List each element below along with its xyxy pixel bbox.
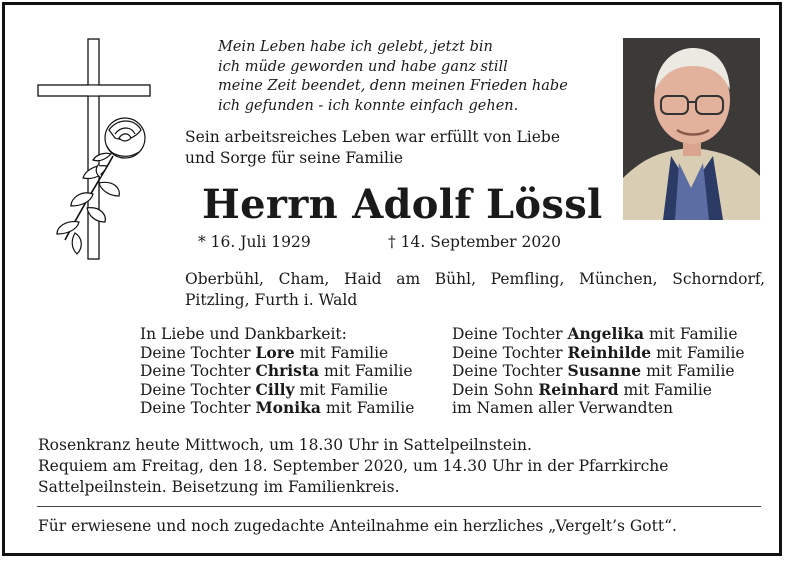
mourner-line: Deine Tochter Lore mit Familie: [140, 342, 389, 362]
mourner-line: Deine Tochter Cilly mit Familie: [140, 379, 388, 399]
mourner-line: Deine Tochter Angelika mit Familie: [452, 324, 738, 343]
mourner-line: Deine Tochter Monika mit Familie: [140, 398, 415, 418]
service-line: Requiem am Freitag, den 18. September 2020, um 14.30 Uhr in der Pfarrkirche: [38, 457, 669, 475]
intro-text: [185, 127, 615, 169]
divider: [37, 506, 761, 507]
service-line: Sattelpeilnstein. Beisetzung im Familienkreis.: [38, 478, 400, 496]
intro-line: und Sorge für seine Familie: [185, 149, 404, 167]
thanks-text: Für erwiesene und noch zugedachte Anteilnahme ein herzliches „Vergelt’s Gott“.: [38, 517, 677, 535]
poem-line: ich müde geworden und habe ganz still: [218, 58, 508, 75]
mourner-line: In Liebe und Dankbarkeit:: [140, 325, 347, 343]
poem-line: Mein Leben habe ich gelebt, jetzt bin: [218, 39, 493, 55]
mourner-line: Deine Tochter Christa mit Familie: [140, 361, 413, 381]
birth-date: * 16. Juli 1929: [198, 233, 311, 251]
mourner-line: im Namen aller Verwandten: [452, 399, 673, 418]
intro-line: Sein arbeitsreiches Leben war erfüllt von Liebe: [185, 128, 561, 146]
places-list: Oberbühl, Cham, Haid am Bühl, Pemfling, München, Schorndorf, Pitzling, Furth i. Wald: [185, 270, 765, 309]
poem-line: meine Zeit beendet, denn meinen Frieden habe: [218, 78, 568, 94]
death-date: † 14. September 2020: [388, 233, 561, 251]
portrait-photo: [623, 38, 760, 220]
portrait-image: [623, 38, 760, 220]
cross-with-rose-icon: [35, 38, 155, 263]
deceased-name: Herrn Adolf Lössl: [202, 181, 603, 228]
poem-line: ich gefunden - ich konnte einfach gehen.: [218, 97, 519, 114]
poem: [218, 38, 618, 116]
mourner-line: Deine Tochter Susanne mit Familie: [452, 361, 735, 381]
mourner-line: Deine Tochter Reinhilde mit Familie: [452, 342, 745, 362]
mourner-line: Dein Sohn Reinhard mit Familie: [452, 379, 712, 399]
service-line: Rosenkranz heute Mittwoch, um 18.30 Uhr in Sattelpeilnstein.: [38, 436, 532, 454]
obituary-card: [2, 2, 782, 556]
service-info: [38, 435, 738, 498]
mourners-right: [452, 325, 745, 418]
mourners-left: [140, 325, 414, 418]
